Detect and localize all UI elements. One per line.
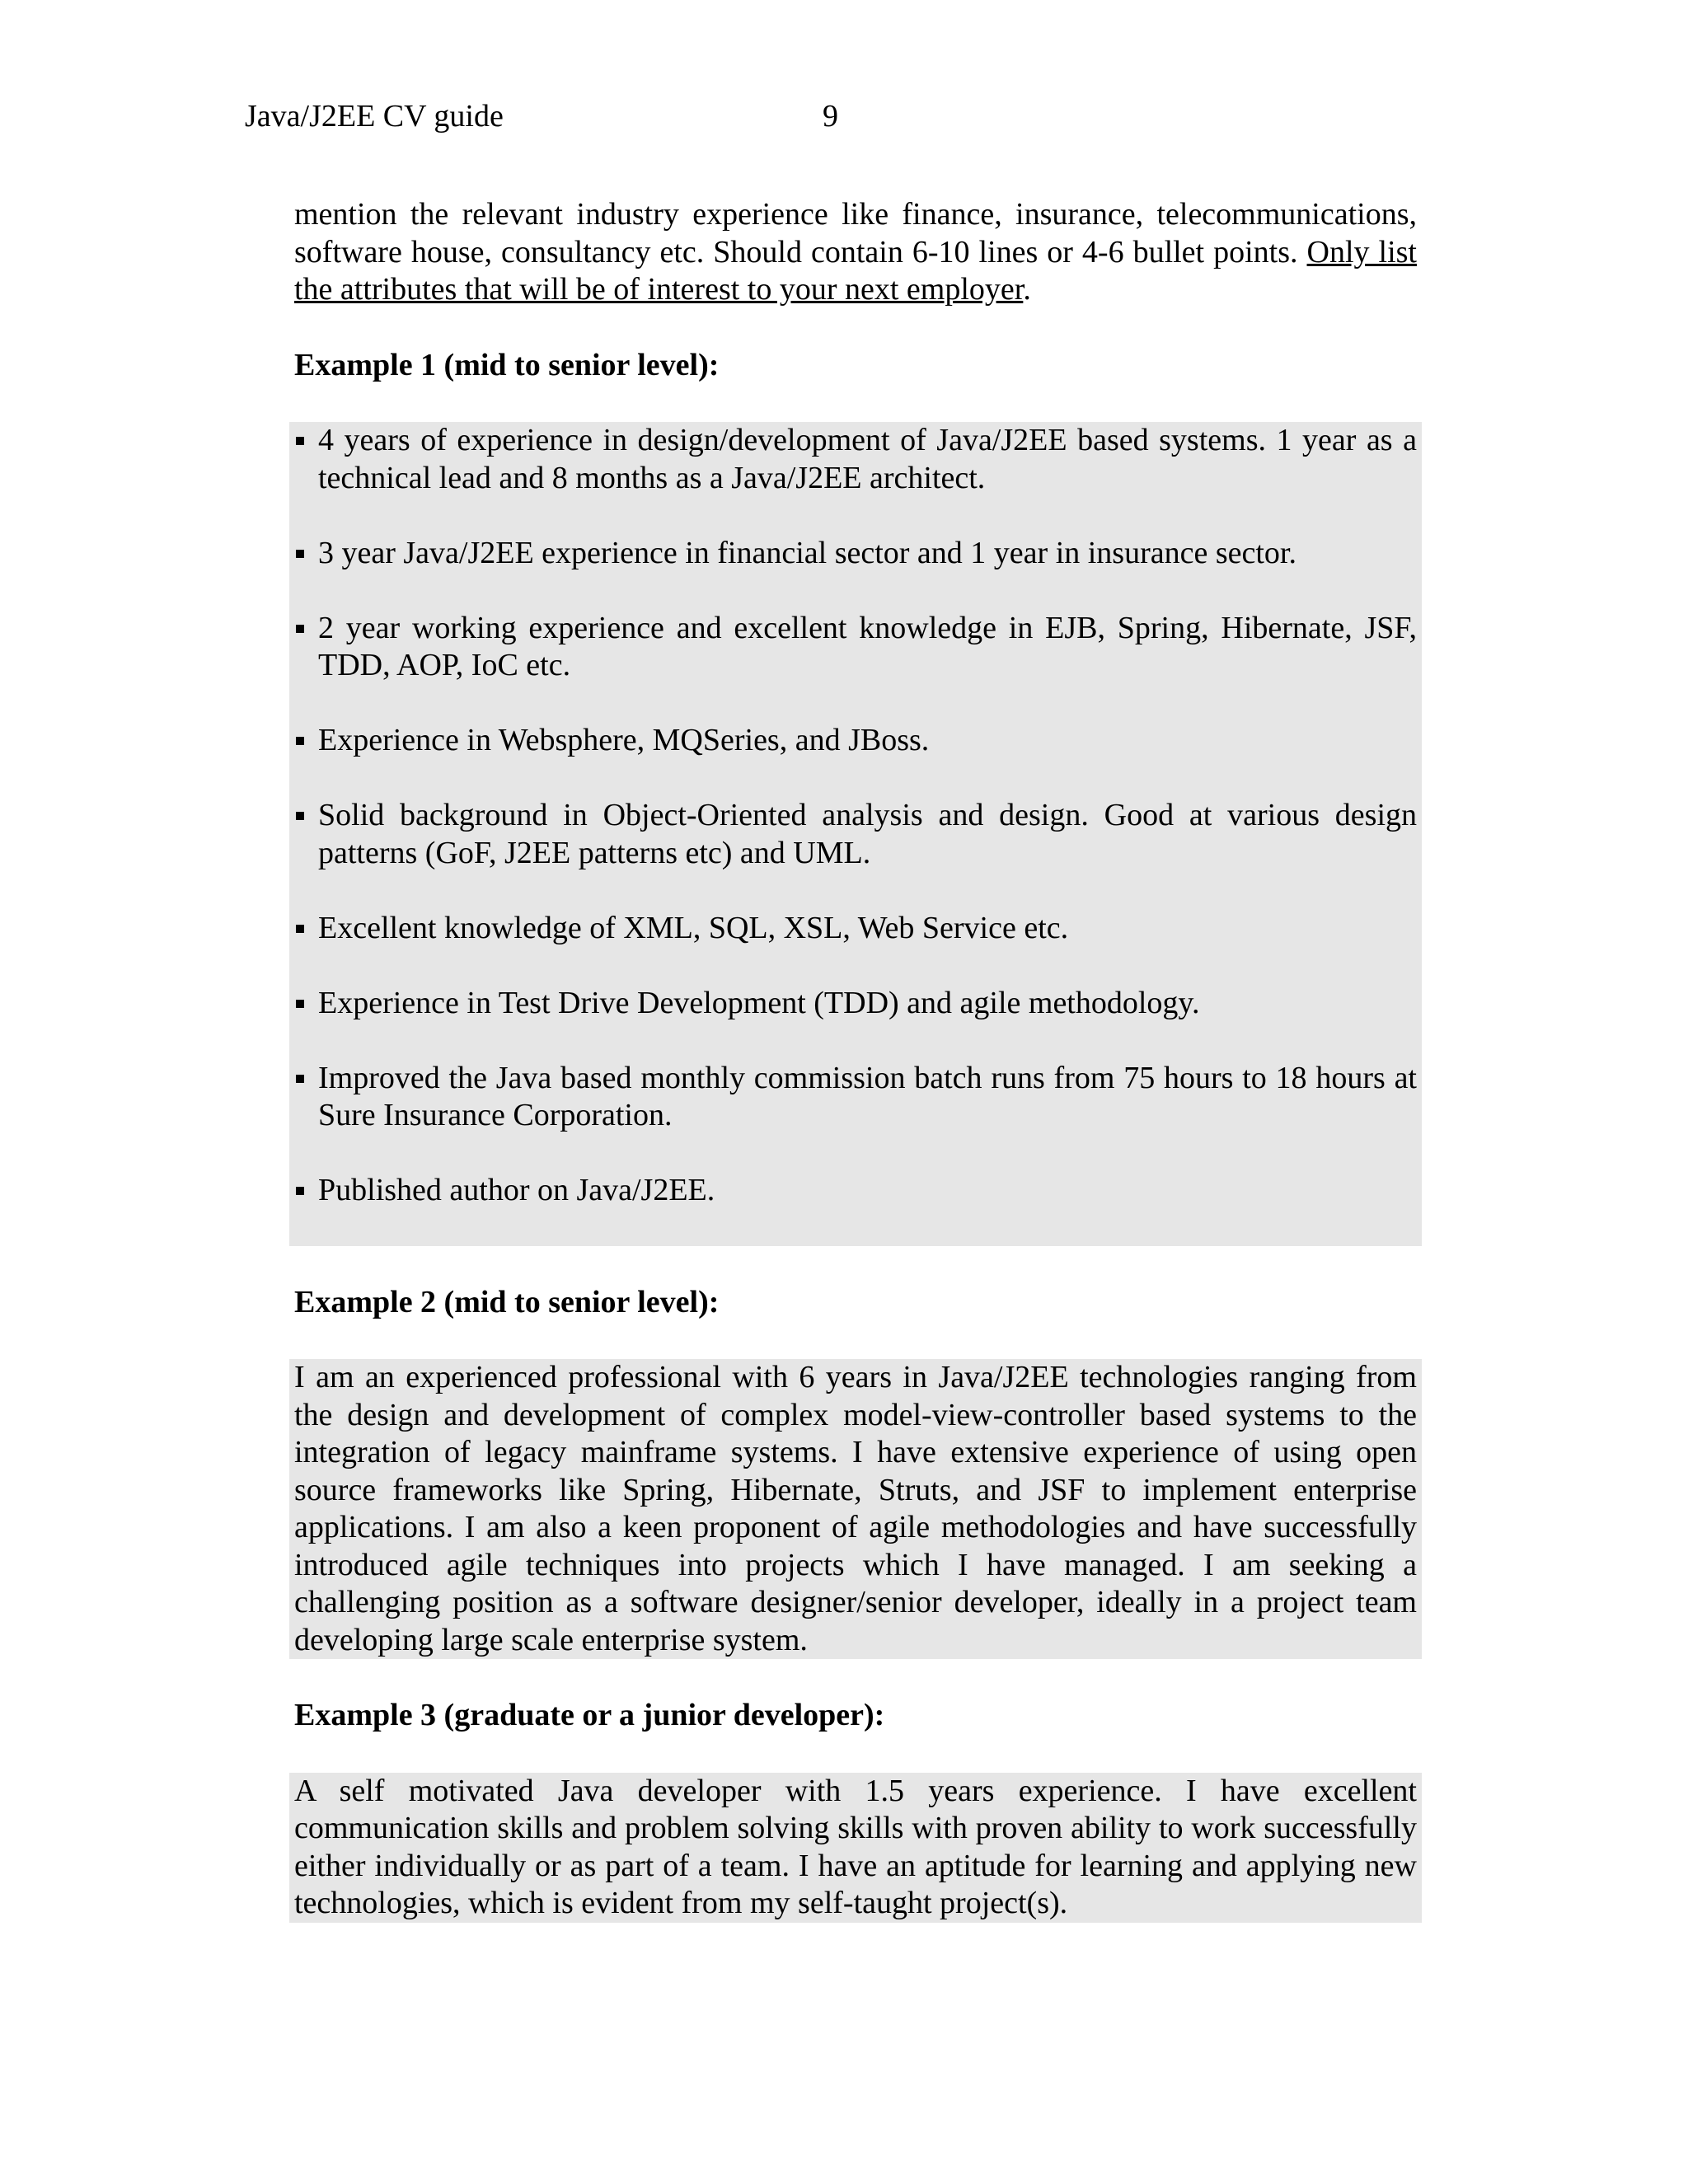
bullet-item: Excellent knowledge of XML, SQL, XSL, Web Service etc. [294, 910, 1417, 948]
bullet-item: Experience in Test Drive Development (TDD) and agile methodology. [294, 985, 1417, 1023]
example3-heading: Example 3 (graduate or a junior developer): [294, 1698, 885, 1732]
page-header-title: Java/J2EE CV guide [245, 99, 504, 134]
intro-suffix: . [1023, 272, 1031, 307]
bullet-item: Experience in Websphere, MQSeries, and JBoss. [294, 722, 1417, 760]
bullet-item: 2 year working experience and excellent knowledge in EJB, Spring, Hibernate, JSF, TDD, AOP, IoC etc. [294, 610, 1417, 685]
bullet-item: Solid background in Object-Oriented analysis and design. Good at various design patterns (GoF, J2EE patterns etc) and UML. [294, 797, 1417, 872]
example3-box: A self motivated Java developer with 1.5 years experience. I have excellent communication skills and problem solving skills with proven ability to work successfully either individually or as part of a team. I have an aptitude for learning and applying new technologies, which is evident from my self-taught project(s). [289, 1773, 1422, 1923]
bullet-item: Improved the Java based monthly commission batch runs from 75 hours to 18 hours at Sure Insurance Corporation. [294, 1060, 1417, 1135]
intro-text: mention the relevant industry experience like finance, insurance, telecommunications, software house, consultancy etc. Should contain 6-10 lines or 4-6 bullet points. [294, 197, 1417, 269]
intro-paragraph [294, 196, 1417, 309]
example1-heading: Example 1 (mid to senior level): [294, 347, 720, 382]
bullet-item: 3 year Java/J2EE experience in financial sector and 1 year in insurance sector. [294, 535, 1417, 573]
bullet-item: Published author on Java/J2EE. [294, 1172, 1417, 1210]
page-number: 9 [823, 99, 838, 134]
example1-bullet-list [294, 422, 1417, 1210]
example2-box: I am an experienced professional with 6 years in Java/J2EE technologies ranging from the design and development of complex model-view-controller based systems to the integration of legacy mainframe systems. I have extensive experience of using open source frameworks like Spring, Hibernate, Struts, and JSF to implement enterprise applications. I am also a keen proponent of agile methodologies and have successfully introduced agile techniques into projects which I have managed. I am seeking a challenging position as a software designer/senior developer, ideally in a project team developing large scale enterprise system. [289, 1359, 1422, 1659]
intro-underlined-text: Only list the attributes that will be of interest to your next employer [294, 234, 1417, 307]
document-body [294, 196, 1417, 1923]
example1-box [289, 422, 1422, 1246]
bullet-item: 4 years of experience in design/development of Java/J2EE based systems. 1 year as a technical lead and 8 months as a Java/J2EE architect. [294, 422, 1417, 497]
example2-heading: Example 2 (mid to senior level): [294, 1284, 720, 1319]
